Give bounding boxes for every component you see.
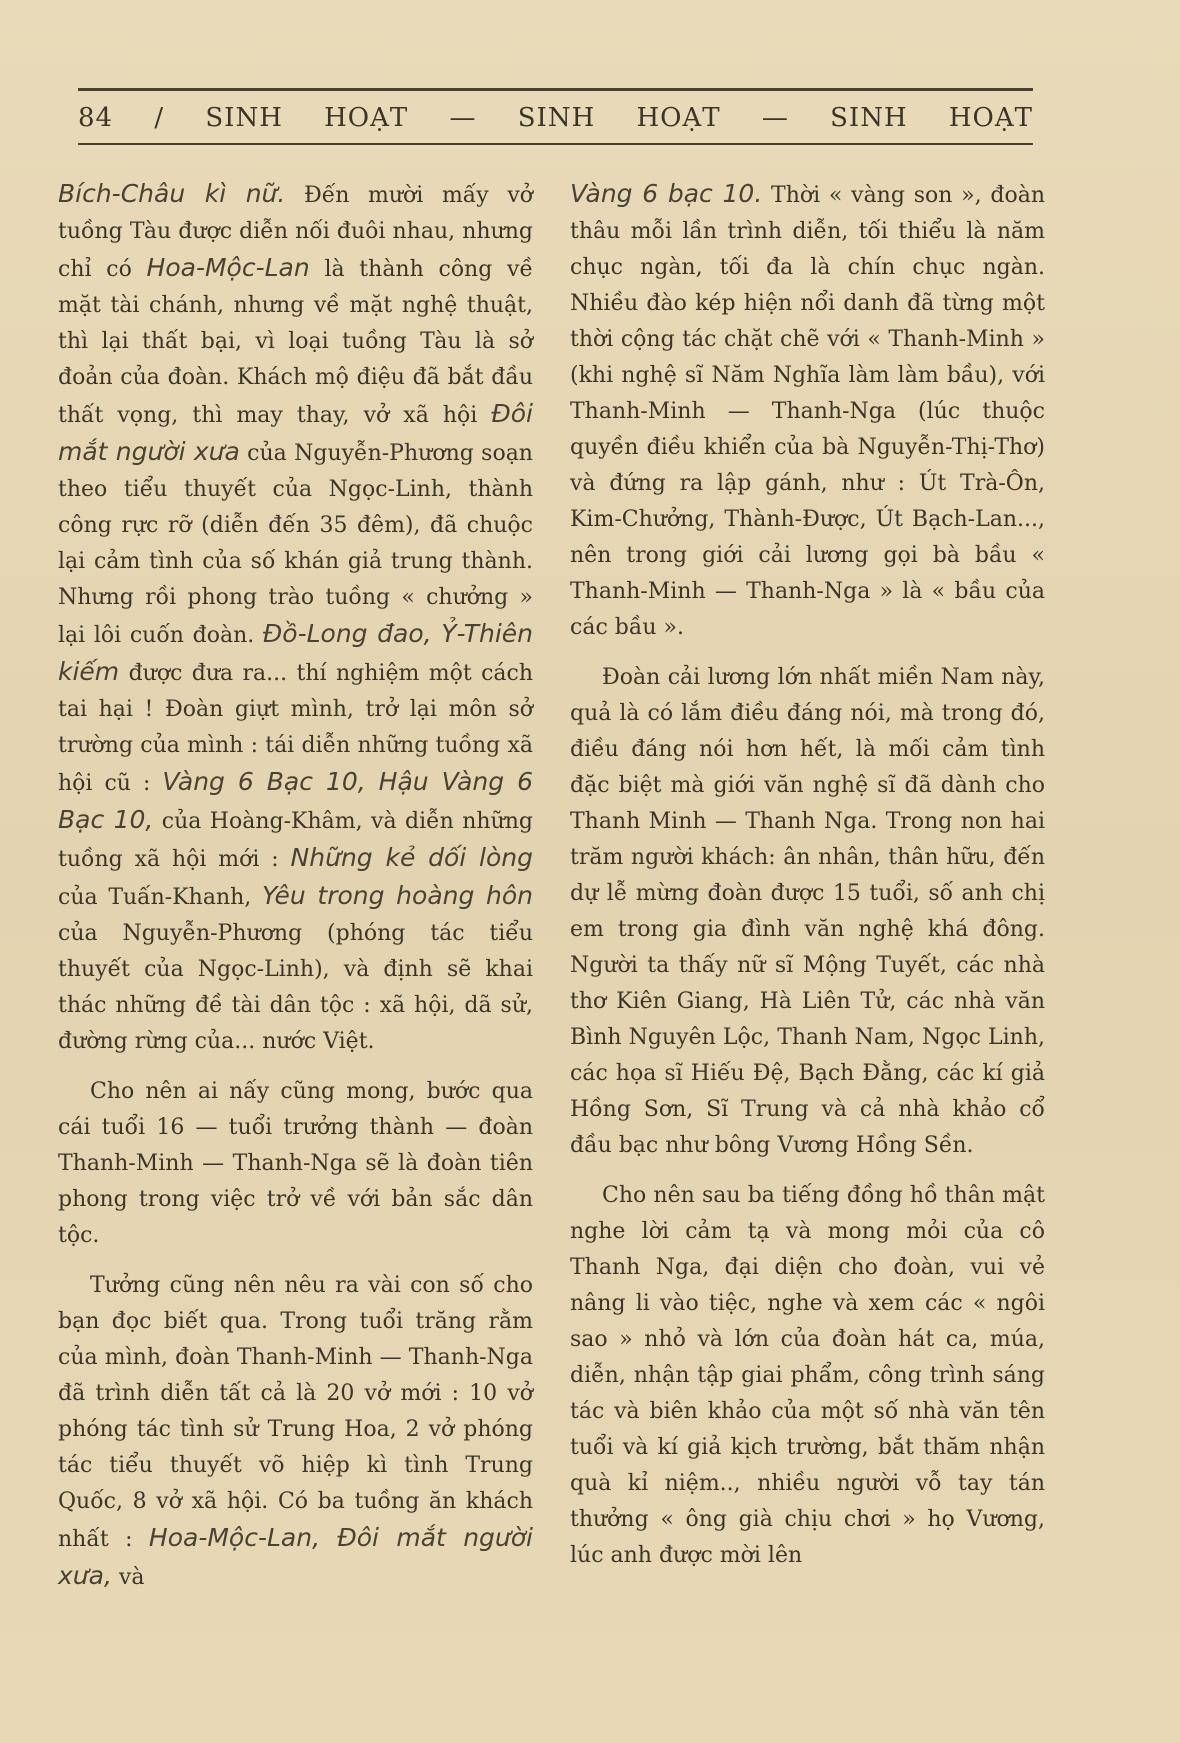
body-text: Cho nên sau ba tiếng đồng hồ thân mật nghe lời cảm tạ và mong mỏi của cô Thanh Nga, đại diện cho đoàn, vui vẻ nâng li vào tiệc, nghe và xem các « ngôi sao » nhỏ và lớn của đoàn hát ca, múa, diễn, nhận tập giai phẩm, công trình sáng tác và biên khảo của một số nhà văn tên tuổi và kí giả kịch trường, bắt thăm nhận quà kỉ niệm.., nhiều người vỗ tay tán thưởng « ông già chịu chơi » họ Vương, lúc anh được mời lên (570, 1183, 1045, 1568)
body-text: được đưa ra... thí nghiệm một cách tai hại ! Đoàn giựt mình, trở lại môn sở trường của mình : tái diễn những tuồng xã hội cũ : (58, 661, 533, 796)
right-column (570, 176, 1045, 1588)
italic-title-text: Bích-Châu kì nữ. (58, 179, 286, 208)
paragraph (58, 1074, 533, 1254)
page-number: 84 (78, 103, 114, 133)
header-dash: — (761, 103, 789, 133)
header-dash: — (449, 103, 477, 133)
body-text: Đoàn cải lương lớn nhất miền Nam này, quả là có lắm điều đáng nói, mà trong đó, điều đáng nói hơn hết, là mối cảm tình đặc biệt mà giới văn nghệ sĩ đã dành cho Thanh Minh — Thanh Nga. Trong non hai trăm người khách: ân nhân, thân hữu, đến dự lễ mừng đoàn được 15 tuổi, số anh chị em trong gia đình văn nghệ khá đông. Người ta thấy nữ sĩ Mộng Tuyết, các nhà thơ Kiên Giang, Hà Liên Tử, các nhà văn Bình Nguyên Lộc, Thanh Nam, Ngọc Linh, các họa sĩ Hiếu Đệ, Bạch Đằng, các kí giả Hồng Sơn, Sĩ Trung và cả nhà khảo cổ đầu bạc như bông Vương Hồng Sền. (570, 665, 1045, 1158)
paragraph (570, 1178, 1045, 1574)
italic-title-text: Yêu trong hoàng hôn (262, 881, 534, 910)
paragraph (58, 176, 533, 1060)
body-text: của Tuấn-Khanh, (58, 885, 263, 910)
header-word: SINH (517, 103, 596, 133)
left-column (58, 176, 533, 1610)
italic-title-text: Đồ-Long đao, Ỷ-Thiên kiếm (58, 619, 533, 686)
header-word: HOẠT (636, 103, 721, 133)
body-text: Cho nên ai nấy cũng mong, bước qua cái tuổi 16 — tuổi trưởng thành — đoàn Thanh-Minh — Thanh-Nga sẽ là đoàn tiên phong trong việc trở về với bản sắc dân tộc. (58, 1079, 533, 1248)
body-text: và (111, 1565, 145, 1590)
header-word: HOẠT (324, 103, 409, 133)
italic-title-text: Vàng 6 Bạc 10, Hậu Vàng 6 Bạc 10, (58, 767, 533, 834)
italic-title-text: Những kẻ dối lòng (290, 843, 534, 872)
header-word: SINH (205, 103, 283, 133)
italic-title-text: Vàng 6 bạc 10. (570, 179, 763, 208)
paragraph (570, 660, 1045, 1164)
body-text: của Nguyễn-Phương soạn theo tiểu thuyết của Ngọc-Linh, thành công rực rỡ (diễn đến 35 đêm), đã chuộc lại cảm tình của số khán giả trung thành. Nhưng rồi phong trào tuồng « chưởng » lại lôi cuốn đoàn. (58, 441, 533, 648)
header-separator: / (154, 103, 165, 133)
body-text: của Nguyễn-Phương (phóng tác tiểu thuyết của Ngọc-Linh), và định sẽ khai thác những đề tài dân tộc : xã hội, dã sử, đường rừng của... nước Việt. (58, 921, 533, 1054)
paragraph (570, 176, 1045, 646)
running-header (78, 98, 1033, 138)
body-text: Tưởng cũng nên nêu ra vài con số cho bạn đọc biết qua. Trong tuổi trăng rằm của mình, đoàn Thanh-Minh — Thanh-Nga đã trình diễn tất cả là 20 vở mới : 10 vở phóng tác tình sử Trung Hoa, 2 vở phóng tác tiểu thuyết võ hiệp kì tình Trung Quốc, 8 vở xã hội. Có ba tuồng ăn khách nhất : (58, 1273, 533, 1552)
header-word: HOẠT (948, 103, 1033, 133)
italic-title-text: Hoa-Mộc-Lan (146, 253, 310, 282)
header-rule-bottom (78, 143, 1033, 145)
body-text: Đến mười mấy vở tuồng Tàu được diễn nối đuôi nhau, nhưng chỉ có (58, 183, 533, 282)
header-word: SINH (830, 103, 908, 133)
italic-title-text: Hoa-Mộc-Lan, Đôi mắt người xưa, (58, 1523, 533, 1590)
body-text: của Hoàng-Khâm, và diễn những tuồng xã hội mới : (58, 809, 534, 872)
header-rule-top (78, 88, 1033, 91)
body-text: Thời « vàng son », đoàn thâu mỗi lần trình diễn, tối thiểu là năm chục ngàn, tối đa là chín chục ngàn. Nhiều đào kép hiện nổi danh đã từng một thời cộng tác chặt chẽ với « Thanh-Minh » (khi nghệ sĩ Năm Nghĩa làm làm bầu), với Thanh-Minh — Thanh-Nga (lúc thuộc quyền điều khiển của bà Nguyễn-Thị-Thơ) và đứng ra lập gánh, như : Út Trà-Ôn, Kim-Chưởng, Thành-Được, Út Bạch-Lan..., nên trong giới cải lương gọi bà bầu « Thanh-Minh — Thanh-Nga » là « bầu của các bầu ». (570, 183, 1045, 640)
italic-title-text: Đôi mắt người xưa (58, 399, 533, 466)
body-text: là thành công về mặt tài chánh, nhưng về mặt nghệ thuật, thì lại thất bại, vì loại tuồng Tàu là sở đoản của đoàn. Khách mộ điệu đã bắt đầu thất vọng, thì may thay, vở xã hội (58, 257, 533, 428)
paragraph (58, 1268, 533, 1596)
